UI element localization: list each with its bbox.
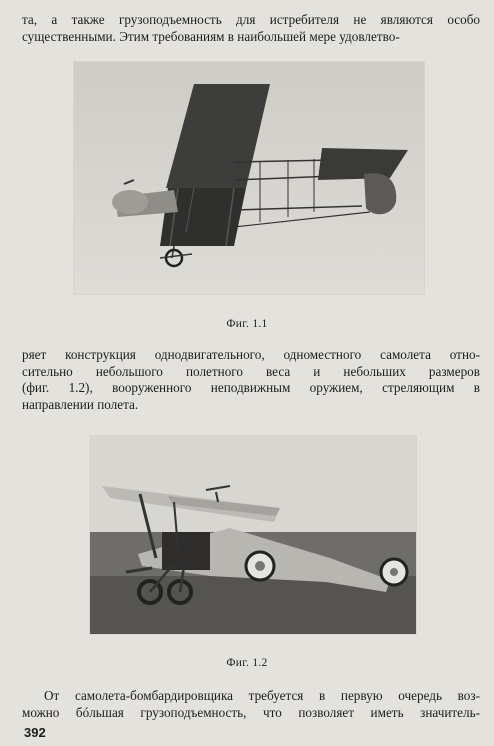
text-line: сительно небольшого полетного веса и небольших размеров [22, 363, 480, 379]
figure-1-1-photo [74, 62, 424, 294]
text-line: От самолета-бомбардировщика требуется в первую очередь воз- [44, 688, 480, 703]
text-line: можно бóльшая грузоподъемность, что позволяет иметь значитель- [22, 704, 480, 720]
figure-1-1-caption: Фиг. 1.1 [226, 318, 268, 330]
text-line: (фиг. 1.2), вооруженного неподвижным оружием, стреляющим в [22, 380, 480, 395]
text-line: существенными. Этим требованиям в наибольшей мере удовлетво- [22, 28, 400, 44]
text-line: направлении полета. [22, 396, 139, 412]
figure-1-2-caption: Фиг. 1.2 [226, 657, 268, 669]
text-line: ряет конструкция однодвигательного, одноместного самолета отно- [22, 347, 480, 362]
biplane-illustration [74, 62, 424, 294]
text-line: та, а также грузоподъемность для истребителя не являются особо [22, 12, 480, 27]
fighter-plane-illustration [90, 436, 416, 634]
page-number: 392 [24, 725, 46, 740]
paragraph-continuation [22, 12, 480, 45]
figure-1-2-photo [90, 436, 416, 634]
paragraph-bomber [22, 688, 480, 721]
paragraph-fighter-design [22, 347, 480, 413]
